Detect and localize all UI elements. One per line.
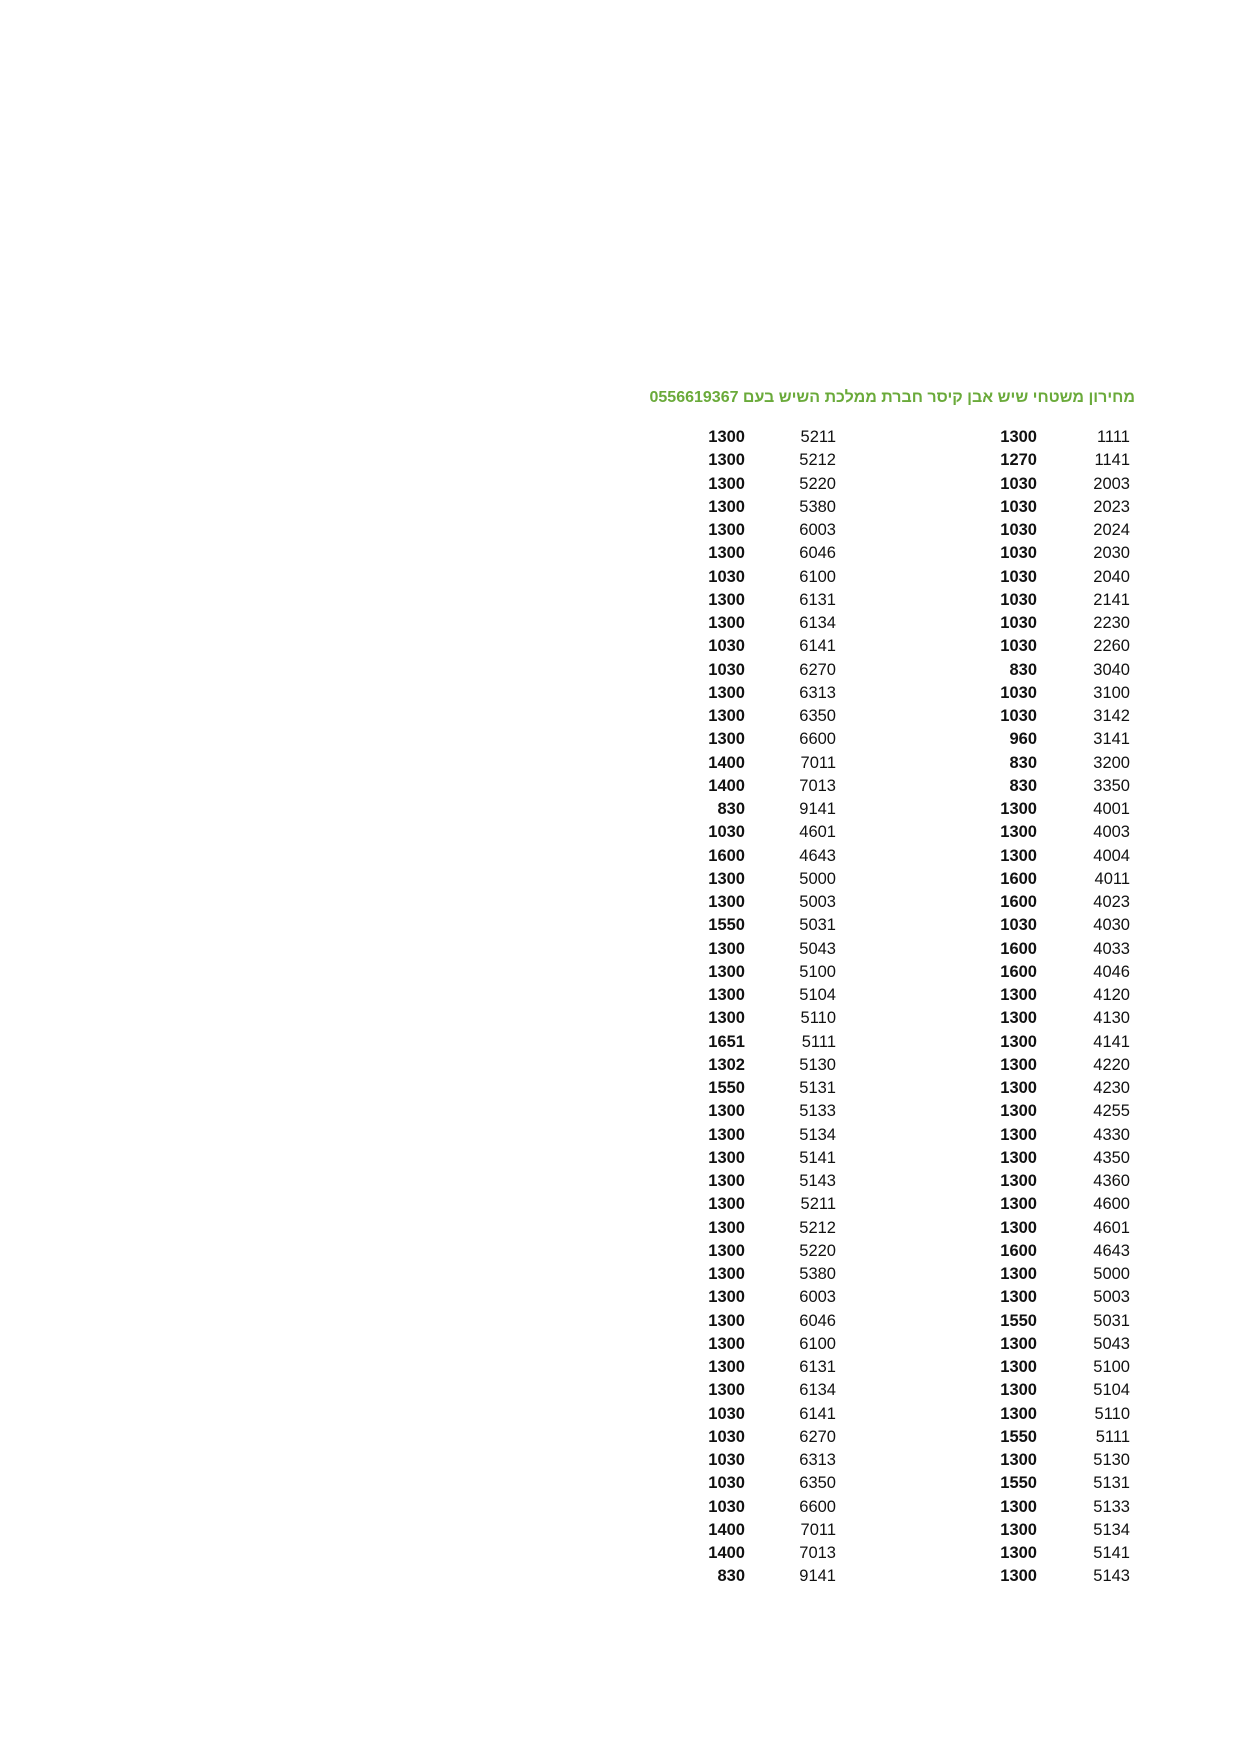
left-code: 5212 xyxy=(799,1218,836,1237)
left-price: 1300 xyxy=(708,1195,745,1214)
right-code: 2023 xyxy=(1093,497,1130,516)
left-code: 5031 xyxy=(799,916,836,935)
right-code: 5143 xyxy=(1093,1567,1130,1586)
table-row xyxy=(690,798,1140,821)
left-code: 6350 xyxy=(799,1474,836,1493)
left-code: 5134 xyxy=(799,1125,836,1144)
right-code: 4120 xyxy=(1093,986,1130,1004)
right-code: 3100 xyxy=(1093,683,1130,702)
left-code: 6270 xyxy=(799,660,836,679)
right-code: 4003 xyxy=(1093,823,1130,842)
table-row xyxy=(690,449,1140,472)
left-code: 6134 xyxy=(799,614,836,632)
left-code: 6313 xyxy=(799,1451,836,1469)
left-code: 5211 xyxy=(800,428,836,446)
left-price: 1300 xyxy=(708,730,745,749)
table-row xyxy=(690,705,1140,728)
left-price: 1400 xyxy=(708,1520,745,1539)
right-price: 1300 xyxy=(1000,1404,1037,1423)
left-code: 9141 xyxy=(799,1567,836,1586)
right-code: 4601 xyxy=(1093,1218,1130,1237)
left-price: 1300 xyxy=(708,451,745,470)
right-price: 1300 xyxy=(1000,1520,1037,1539)
right-price: 830 xyxy=(1009,660,1037,679)
table-row xyxy=(690,589,1140,612)
table-row xyxy=(690,821,1140,844)
table-row xyxy=(690,728,1140,751)
left-code: 5220 xyxy=(799,1241,836,1260)
right-code: 3200 xyxy=(1093,753,1130,772)
left-price: 1300 xyxy=(708,893,745,911)
left-price: 1030 xyxy=(708,823,745,842)
left-code: 5100 xyxy=(799,962,836,981)
right-code: 5000 xyxy=(1093,1265,1130,1283)
left-code: 5111 xyxy=(801,1032,836,1051)
left-code: 5212 xyxy=(799,451,836,470)
left-code: 6131 xyxy=(799,1358,836,1376)
right-price: 1030 xyxy=(1000,637,1037,656)
table-row xyxy=(690,519,1140,542)
table-row xyxy=(690,635,1140,658)
left-code: 5130 xyxy=(799,1055,836,1074)
left-price: 1300 xyxy=(708,1381,745,1400)
right-code: 4001 xyxy=(1093,800,1130,818)
table-row xyxy=(690,1333,1140,1356)
right-code: 4011 xyxy=(1094,869,1130,888)
left-code: 6131 xyxy=(799,590,836,609)
table-row xyxy=(690,682,1140,705)
table-row xyxy=(690,612,1140,635)
right-code: 4030 xyxy=(1093,916,1130,935)
left-price: 1030 xyxy=(708,1427,745,1446)
right-code: 5110 xyxy=(1094,1404,1130,1423)
left-price: 830 xyxy=(717,800,745,818)
left-code: 6003 xyxy=(799,521,836,539)
right-code: 5131 xyxy=(1093,1474,1130,1493)
right-code: 4023 xyxy=(1093,893,1130,911)
right-code: 4130 xyxy=(1093,1009,1130,1028)
left-code: 6600 xyxy=(799,1497,836,1516)
left-code: 6270 xyxy=(799,1427,836,1446)
left-price: 1300 xyxy=(708,1334,745,1353)
table-row xyxy=(690,1519,1140,1542)
table-row xyxy=(690,1542,1140,1565)
left-code: 6141 xyxy=(799,637,836,656)
right-price: 1300 xyxy=(1000,1544,1037,1562)
right-price: 1600 xyxy=(1000,869,1037,888)
left-code: 5003 xyxy=(799,893,836,911)
right-price: 1300 xyxy=(1000,1148,1037,1167)
table-row xyxy=(690,775,1140,798)
right-price: 1300 xyxy=(1000,1218,1037,1237)
table-row xyxy=(690,659,1140,682)
left-price: 1400 xyxy=(708,1544,745,1562)
right-code: 2141 xyxy=(1093,590,1130,609)
left-code: 6600 xyxy=(799,730,836,749)
table-row xyxy=(690,752,1140,775)
right-code: 4360 xyxy=(1093,1172,1130,1190)
table-row xyxy=(690,1217,1140,1240)
table-row xyxy=(690,938,1140,961)
right-price: 1030 xyxy=(1000,683,1037,702)
left-price: 1030 xyxy=(708,1497,745,1516)
right-code: 4046 xyxy=(1093,962,1130,981)
right-code: 5100 xyxy=(1093,1358,1130,1376)
left-price: 1300 xyxy=(708,1148,745,1167)
left-price: 1030 xyxy=(708,1404,745,1423)
right-price: 1300 xyxy=(1000,1172,1037,1190)
table-row xyxy=(690,868,1140,891)
left-price: 1300 xyxy=(708,544,745,563)
table-row xyxy=(690,1356,1140,1379)
right-price: 1030 xyxy=(1000,474,1037,493)
table-row xyxy=(690,1496,1140,1519)
left-code: 7013 xyxy=(799,776,836,795)
table-row xyxy=(690,1472,1140,1495)
left-price: 1300 xyxy=(708,683,745,702)
left-code: 6100 xyxy=(799,1334,836,1353)
right-price: 1300 xyxy=(1000,1567,1037,1586)
right-price: 1550 xyxy=(1000,1311,1037,1330)
left-code: 4643 xyxy=(799,846,836,865)
left-price: 1300 xyxy=(708,1288,745,1307)
left-price: 1550 xyxy=(708,1079,745,1097)
table-row xyxy=(690,1170,1140,1193)
table-row xyxy=(690,891,1140,914)
right-code: 4220 xyxy=(1093,1055,1130,1074)
left-price: 1300 xyxy=(708,939,745,958)
right-code: 1141 xyxy=(1094,451,1130,470)
right-price: 830 xyxy=(1009,776,1037,795)
left-price: 1300 xyxy=(708,614,745,632)
table-row xyxy=(690,566,1140,589)
right-price: 1300 xyxy=(1000,428,1037,446)
left-code: 5110 xyxy=(800,1009,836,1028)
left-price: 1030 xyxy=(708,567,745,586)
right-price: 960 xyxy=(1009,730,1037,749)
right-price: 1600 xyxy=(1000,939,1037,958)
left-code: 6313 xyxy=(799,683,836,702)
right-code: 5141 xyxy=(1093,1544,1130,1562)
left-code: 4601 xyxy=(799,823,836,842)
right-price: 1030 xyxy=(1000,544,1037,563)
table-row xyxy=(690,1310,1140,1333)
left-code: 5104 xyxy=(799,986,836,1004)
table-row xyxy=(690,1193,1140,1216)
left-price: 1300 xyxy=(708,1265,745,1283)
table-row xyxy=(690,1147,1140,1170)
right-code: 5031 xyxy=(1093,1311,1130,1330)
right-price: 1300 xyxy=(1000,1079,1037,1097)
left-code: 5043 xyxy=(799,939,836,958)
table-row xyxy=(690,1054,1140,1077)
left-price: 1300 xyxy=(708,869,745,888)
right-price: 1300 xyxy=(1000,800,1037,818)
right-price: 1300 xyxy=(1000,1195,1037,1214)
table-row xyxy=(690,845,1140,868)
right-price: 1600 xyxy=(1000,893,1037,911)
left-code: 9141 xyxy=(799,800,836,818)
right-code: 5133 xyxy=(1093,1497,1130,1516)
right-price: 1300 xyxy=(1000,1265,1037,1283)
left-price: 1400 xyxy=(708,776,745,795)
left-price: 830 xyxy=(717,1567,745,1586)
table-row xyxy=(690,1100,1140,1123)
left-price: 1300 xyxy=(708,474,745,493)
right-price: 1030 xyxy=(1000,916,1037,935)
left-code: 5211 xyxy=(800,1195,836,1214)
left-price: 1300 xyxy=(708,1172,745,1190)
table-row xyxy=(690,1426,1140,1449)
right-code: 5111 xyxy=(1095,1427,1130,1446)
left-price: 1300 xyxy=(708,1102,745,1121)
left-price: 1300 xyxy=(708,497,745,516)
left-price: 1300 xyxy=(708,1009,745,1028)
right-code: 4004 xyxy=(1093,846,1130,865)
right-code: 4643 xyxy=(1093,1241,1130,1260)
right-code: 1111 xyxy=(1096,428,1130,446)
left-code: 6046 xyxy=(799,1311,836,1330)
right-price: 1600 xyxy=(1000,1241,1037,1260)
right-code: 4141 xyxy=(1093,1032,1130,1051)
right-code: 2230 xyxy=(1093,614,1130,632)
right-price: 1030 xyxy=(1000,707,1037,725)
left-price: 1030 xyxy=(708,1451,745,1469)
right-code: 5043 xyxy=(1093,1334,1130,1353)
table-row xyxy=(690,1031,1140,1054)
right-price: 1300 xyxy=(1000,1125,1037,1144)
right-price: 1300 xyxy=(1000,1288,1037,1307)
left-code: 7013 xyxy=(799,1544,836,1562)
table-row xyxy=(690,1449,1140,1472)
right-price: 1300 xyxy=(1000,1102,1037,1121)
right-code: 4600 xyxy=(1093,1195,1130,1214)
right-code: 2260 xyxy=(1093,637,1130,656)
right-price: 1300 xyxy=(1000,1381,1037,1400)
left-code: 6003 xyxy=(799,1288,836,1307)
right-price: 1030 xyxy=(1000,567,1037,586)
left-price: 1600 xyxy=(708,846,745,865)
right-price: 1300 xyxy=(1000,823,1037,842)
table-row xyxy=(690,961,1140,984)
right-price: 830 xyxy=(1009,753,1037,772)
left-price: 1302 xyxy=(708,1055,745,1074)
table-row xyxy=(690,496,1140,519)
left-code: 6100 xyxy=(799,567,836,586)
left-price: 1300 xyxy=(708,962,745,981)
left-price: 1400 xyxy=(708,753,745,772)
left-price: 1030 xyxy=(708,1474,745,1493)
left-code: 5133 xyxy=(799,1102,836,1121)
left-price: 1550 xyxy=(708,916,745,935)
left-price: 1300 xyxy=(708,707,745,725)
table-row xyxy=(690,1379,1140,1402)
right-code: 4350 xyxy=(1093,1148,1130,1167)
table-row xyxy=(690,473,1140,496)
right-code: 2030 xyxy=(1093,544,1130,563)
left-code: 5380 xyxy=(799,497,836,516)
left-code: 6350 xyxy=(799,707,836,725)
right-price: 1300 xyxy=(1000,1055,1037,1074)
right-code: 3040 xyxy=(1093,660,1130,679)
left-code: 6134 xyxy=(799,1381,836,1400)
table-row xyxy=(690,1240,1140,1263)
right-price: 1300 xyxy=(1000,1009,1037,1028)
left-price: 1030 xyxy=(708,637,745,656)
left-price: 1651 xyxy=(708,1032,745,1051)
right-price: 1030 xyxy=(1000,614,1037,632)
table-row xyxy=(690,1286,1140,1309)
left-code: 6141 xyxy=(799,1404,836,1423)
right-code: 5130 xyxy=(1093,1451,1130,1469)
right-code: 4255 xyxy=(1093,1102,1130,1121)
right-code: 3350 xyxy=(1093,776,1130,795)
left-price: 1300 xyxy=(708,521,745,539)
right-code: 5134 xyxy=(1093,1520,1130,1539)
table-row xyxy=(690,1124,1140,1147)
right-price: 1030 xyxy=(1000,590,1037,609)
right-price: 1300 xyxy=(1000,846,1037,865)
table-row xyxy=(690,1403,1140,1426)
right-code: 5104 xyxy=(1093,1381,1130,1400)
left-price: 1300 xyxy=(708,1218,745,1237)
table-row xyxy=(690,1077,1140,1100)
left-price: 1300 xyxy=(708,1125,745,1144)
right-price: 1300 xyxy=(1000,1451,1037,1469)
right-price: 1300 xyxy=(1000,1032,1037,1051)
right-price: 1030 xyxy=(1000,497,1037,516)
right-code: 2003 xyxy=(1093,474,1130,493)
table-row xyxy=(690,542,1140,565)
left-price: 1300 xyxy=(708,986,745,1004)
table-row xyxy=(690,1007,1140,1030)
right-price: 1300 xyxy=(1000,1497,1037,1516)
table-row xyxy=(690,984,1140,1007)
right-code: 2040 xyxy=(1093,567,1130,586)
right-code: 5003 xyxy=(1093,1288,1130,1307)
table-row xyxy=(690,914,1140,937)
right-code: 4330 xyxy=(1093,1125,1130,1144)
table-row xyxy=(690,1565,1140,1588)
left-code: 5143 xyxy=(799,1172,836,1190)
left-price: 1300 xyxy=(708,590,745,609)
right-price: 1030 xyxy=(1000,521,1037,539)
right-code: 3141 xyxy=(1093,730,1130,749)
left-price: 1300 xyxy=(708,1358,745,1376)
left-code: 5220 xyxy=(799,474,836,493)
left-code: 5131 xyxy=(799,1079,836,1097)
left-code: 5000 xyxy=(799,869,836,888)
left-price: 1300 xyxy=(708,1241,745,1260)
price-table xyxy=(690,426,1140,1596)
right-price: 1550 xyxy=(1000,1427,1037,1446)
right-price: 1300 xyxy=(1000,1334,1037,1353)
right-price: 1270 xyxy=(1000,451,1037,470)
table-row xyxy=(690,1263,1140,1286)
left-code: 7011 xyxy=(800,1520,836,1539)
right-price: 1600 xyxy=(1000,962,1037,981)
right-code: 4230 xyxy=(1093,1079,1130,1097)
right-price: 1550 xyxy=(1000,1474,1037,1493)
right-price: 1300 xyxy=(1000,1358,1037,1376)
left-price: 1300 xyxy=(708,1311,745,1330)
right-code: 2024 xyxy=(1093,521,1130,539)
table-row xyxy=(690,426,1140,449)
left-code: 7011 xyxy=(800,753,836,772)
price-list-title: מחירון משטחי שיש אבן קיסר חברת ממלכת השיש בעם 0556619367 xyxy=(649,389,1135,406)
left-price: 1300 xyxy=(708,428,745,446)
left-code: 5141 xyxy=(799,1148,836,1167)
right-price: 1300 xyxy=(1000,986,1037,1004)
left-price: 1030 xyxy=(708,660,745,679)
left-code: 6046 xyxy=(799,544,836,563)
left-code: 5380 xyxy=(799,1265,836,1283)
right-code: 4033 xyxy=(1093,939,1130,958)
right-code: 3142 xyxy=(1093,707,1130,725)
